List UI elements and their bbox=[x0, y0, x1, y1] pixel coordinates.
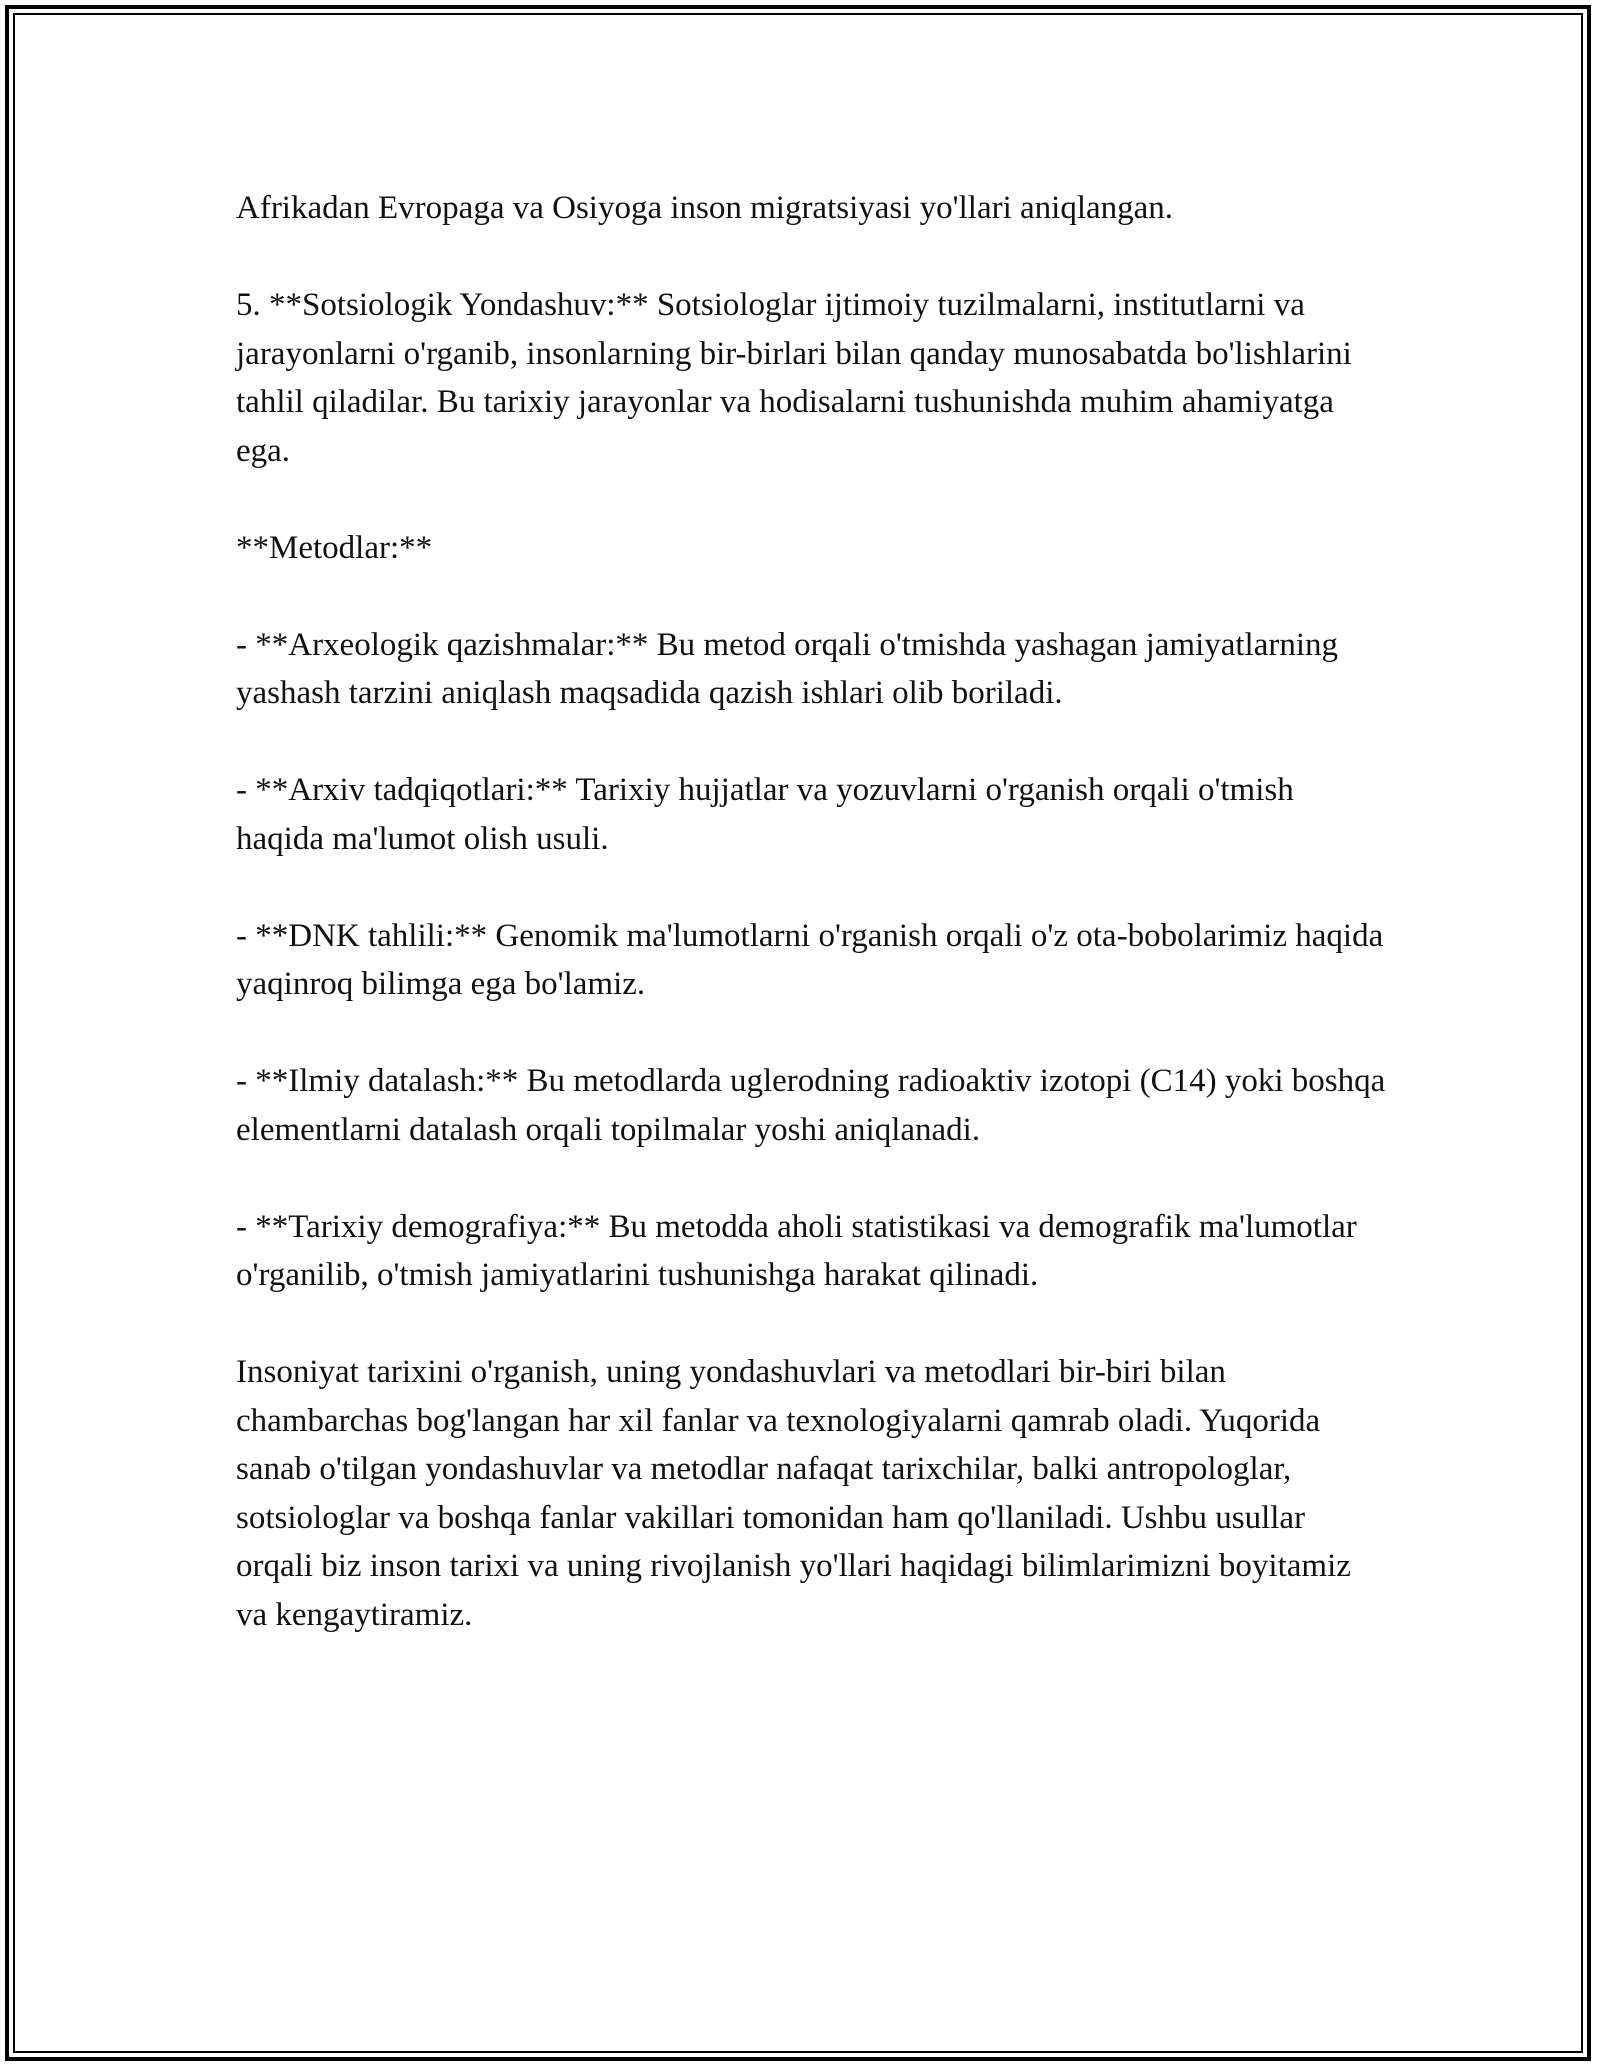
heading-methods: **Metodlar:** bbox=[236, 529, 433, 566]
list-item-dna-analysis: - **DNK tahlili:** Genomik ma'lumotlarni o'rganish orqali o'z ota-bobolarimiz haqida yaqinroq bilimga ega bo'lamiz. bbox=[236, 917, 1384, 1002]
list-item-archive-research: - **Arxiv tadqiqotlari:** Tarixiy hujjatlar va yozuvlarni o'rganish orqali o'tmish haqida ma'lumot olish usuli. bbox=[236, 772, 1294, 857]
list-item-historical-demography: - **Tarixiy demografiya:** Bu metodda aholi statistikasi va demografik ma'lumotlar o'rganilib, o'tmish jamiyatlarini tushunishga harakat qilinadi. bbox=[236, 1208, 1357, 1293]
paragraph-conclusion: Insoniyat tarixini o'rganish, uning yondashuvlari va metodlari bir-biri bilan chambarchas bog'langan har xil fanlar va texnologiyalarni qamrab oladi. Yuqorida sanab o'tilgan yondashuvlar va metodlar nafaqat tarixchilar, balki antropologlar, sotsiologlar va boshqa fanlar vakillari tomonidan ham qo'llaniladi. Ushbu usullar orqali biz inson tarixi va uning rivojlanish yo'llari haqidagi bilimlarimizni boyitamiz va kengaytiramiz. bbox=[236, 1354, 1351, 1633]
document-body bbox=[236, 184, 1386, 1639]
paragraph-sociological-approach: 5. **Sotsiologik Yondashuv:** Sotsiologlar ijtimoiy tuzilmalarni, institutlarni va jarayonlarni o'rganib, insonlarning bir-birlari bilan qanday munosabatda bo'lishlarini tahlil qiladilar. Bu tarixiy jarayonlar va hodisalarni tushunishda muhim ahamiyatga ega. bbox=[236, 287, 1352, 469]
paragraph-migration: Afrikadan Evropaga va Osiyoga inson migratsiyasi yo'llari aniqlangan. bbox=[236, 190, 1174, 226]
list-item-archaeological-excavations: - **Arxeologik qazishmalar:** Bu metod orqali o'tmishda yashagan jamiyatlarning yashash tarzini aniqlash maqsadida qazish ishlari olib boriladi. bbox=[236, 626, 1339, 711]
list-item-scientific-dating: - **Ilmiy datalash:** Bu metodlarda uglerodning radioaktiv izotopi (C14) yoki boshqa elementlarni datalash orqali topilmalar yoshi aniqlanadi. bbox=[236, 1063, 1386, 1148]
